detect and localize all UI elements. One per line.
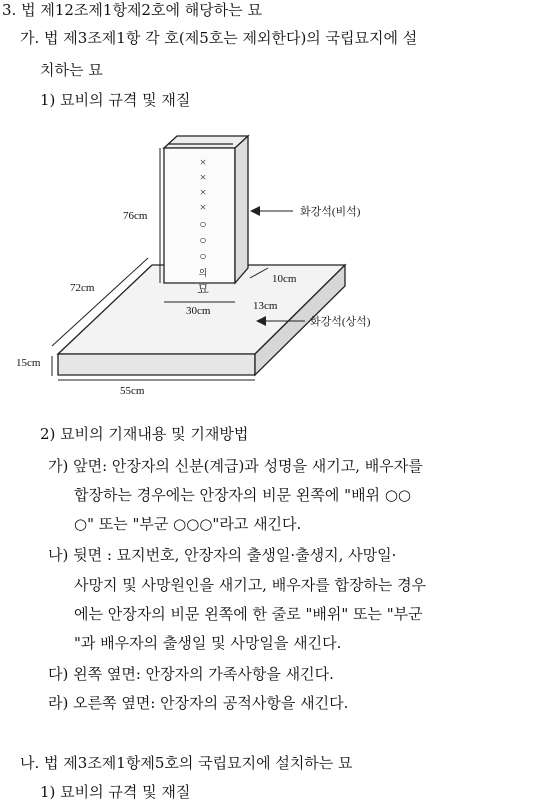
dim-side-depth-label: 72cm [70, 282, 95, 294]
dim-base-width-label: 55cm [120, 385, 145, 397]
inscription-item-back: 나) 뒷면 : 묘지번호, 안장자의 출생일·출생지, 사망일· [48, 546, 397, 564]
engraving-char: × [199, 200, 207, 214]
inscription-item-front-cont: 합장하는 경우에는 안장자의 비문 왼쪽에 "배위 ○○ [74, 486, 411, 504]
inscription-item-front: 가) 앞면: 안장자의 신분(계급)과 성명을 새기고, 배우자를 [48, 457, 423, 475]
inscription-item-back-cont: "과 배우자의 출생일 및 사망일을 새긴다. [74, 634, 342, 652]
inscription-item-back-cont: 에는 안장자의 비문 왼쪽에 한 줄로 "배위" 또는 "부군 [74, 605, 423, 623]
spec-heading: 1) 묘비의 규격 및 재질 [40, 91, 191, 109]
inscription-item-right-side: 라) 오른쪽 옆면: 안장자의 공적사항을 새긴다. [48, 694, 349, 712]
tombstone-diagram [0, 118, 545, 408]
dim-base-height-label: 15cm [16, 357, 41, 369]
inscription-item-back-cont: 사망지 및 사망원인을 새기고, 배우자를 합장하는 경우 [74, 576, 427, 594]
subsection-ga-title-line2: 치하는 묘 [40, 61, 103, 79]
dim-stone-width-label: 30cm [186, 305, 211, 317]
subsection-ga-title-line1: 가. 법 제3조제1항 각 호(제5호는 제외한다)의 국립묘지에 설 [20, 29, 418, 47]
dim-height-label: 76cm [123, 210, 148, 222]
dim-offset-label: 13cm [253, 300, 278, 312]
inscription-heading: 2) 묘비의 기재내용 및 기재방법 [40, 425, 249, 443]
engraving-char: ○ [199, 249, 207, 263]
subsection-na-spec-heading: 1) 묘비의 규격 및 재질 [40, 783, 191, 801]
inscription-item-left-side: 다) 왼쪽 옆면: 안장자의 가족사항을 새긴다. [48, 665, 334, 683]
granite-stele-label: 화강석(비석) [300, 206, 361, 218]
granite-base-label: 화강석(상석) [310, 316, 371, 328]
inscription-item-front-cont: ○" 또는 "부군 ○○○"라고 새긴다. [74, 515, 302, 533]
engraving-char: × [199, 170, 207, 184]
engraving-char: × [199, 185, 207, 199]
engraving-char: ○ [199, 217, 207, 231]
engraving-char: × [199, 155, 207, 169]
section-heading: 3. 법 제12조제1항제2호에 해당하는 묘 [2, 1, 262, 19]
engraving-char: 의 [198, 268, 208, 278]
engraving-char: ○ [199, 233, 207, 247]
subsection-na-title: 나. 법 제3조제1항제5호의 국립묘지에 설치하는 묘 [20, 754, 353, 772]
engraving-char: 묘 [197, 282, 209, 296]
dim-top-depth-label: 10cm [272, 273, 297, 285]
